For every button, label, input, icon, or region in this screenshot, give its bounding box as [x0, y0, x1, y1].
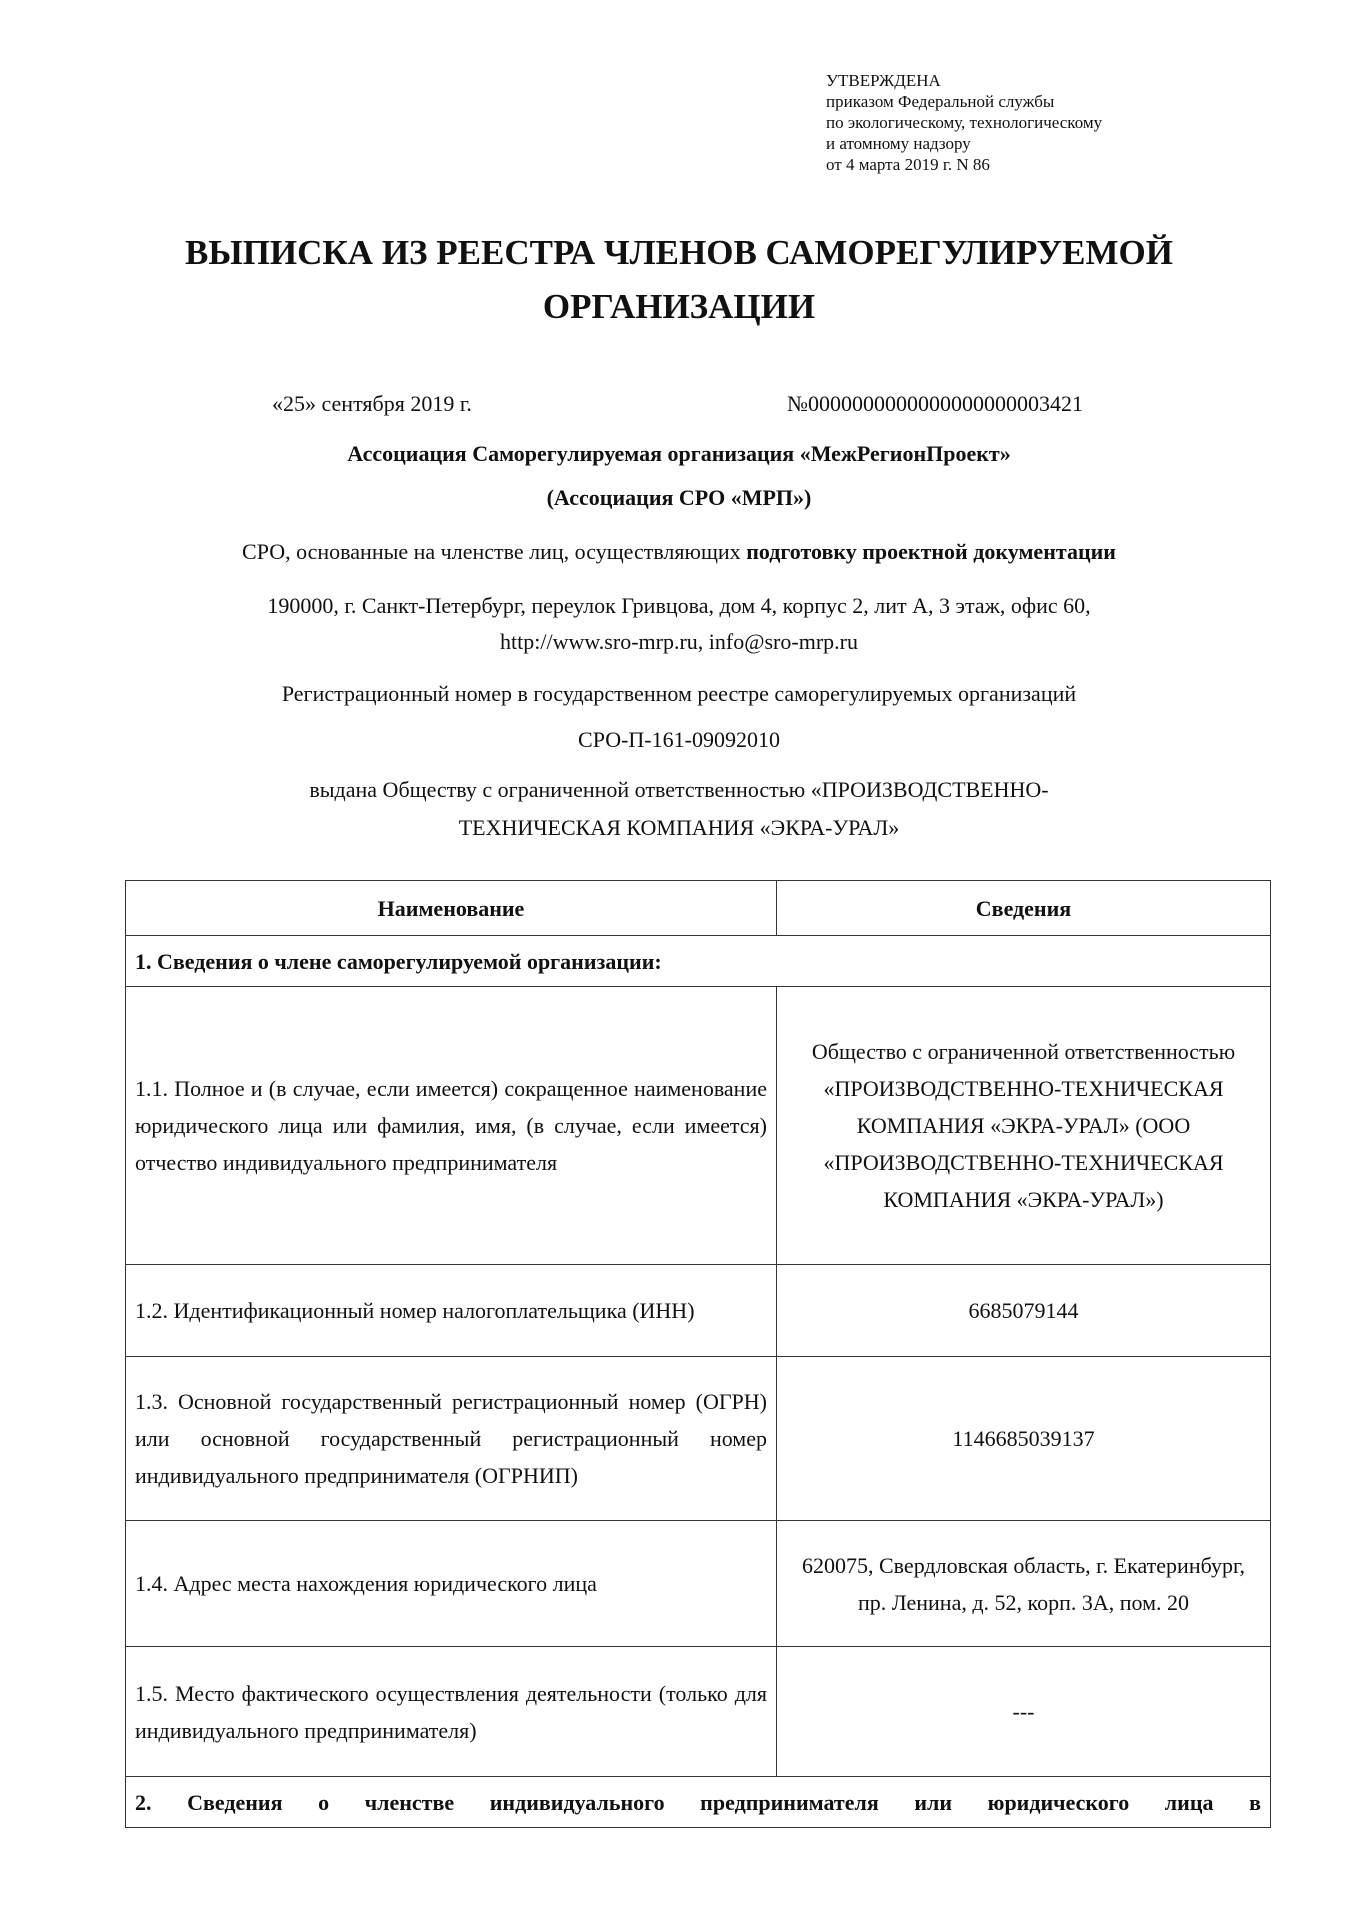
table-row [126, 1521, 1271, 1647]
table-row [126, 1357, 1271, 1521]
approval-stamp [826, 70, 1102, 175]
basis-activity: подготовку проектной документации [746, 539, 1116, 564]
stamp-line: и атомному надзору [826, 134, 971, 153]
document-number: №0000000000000000000003421 [787, 391, 1083, 416]
row-name: 1.1. Полное и (в случае, если имеется) сокращенное наименование юридического лица или фамилия, имя, (в случае, если имеется) отчество индивидуального предпринимателя [126, 987, 777, 1265]
title-line-2: ОРГАНИЗАЦИИ [542, 287, 816, 326]
title-line-1: ВЫПИСКА ИЗ РЕЕСТРА ЧЛЕНОВ САМОРЕГУЛИРУЕМОЙ [184, 233, 1173, 272]
issued-to-line-1: выдана Обществу с ограниченной ответственностью «ПРОИЗВОДСТВЕННО- [309, 777, 1049, 802]
row-name: 1.5. Место фактического осуществления деятельности (только для индивидуального предпринимателя) [126, 1647, 777, 1777]
section-2-title: 2. Сведения о членстве индивидуального предпринимателя или юридического лица в [126, 1777, 1271, 1828]
header-name: Наименование [126, 881, 777, 936]
stamp-line: УТВЕРЖДЕНА [826, 71, 941, 90]
section-row [126, 1777, 1271, 1828]
table-row [126, 1265, 1271, 1357]
organization-address: 190000, г. Санкт-Петербург, переулок Гривцова, дом 4, корпус 2, лит А, 3 этаж, офис 60, [267, 593, 1091, 618]
registration-number: СРО-П-161-09092010 [578, 727, 780, 752]
organization-short-name: (Ассоциация СРО «МРП») [546, 485, 812, 510]
issued-to-line-2: ТЕХНИЧЕСКАЯ КОМПАНИЯ «ЭКРА-УРАЛ» [458, 815, 900, 840]
row-name: 1.4. Адрес места нахождения юридического лица [126, 1521, 777, 1647]
row-value: 1146685039137 [777, 1357, 1271, 1521]
row-value: 6685079144 [777, 1265, 1271, 1357]
registration-label: Регистрационный номер в государственном реестре саморегулируемых организаций [281, 681, 1077, 706]
section-1-title: 1. Сведения о члене саморегулируемой организации: [126, 936, 1271, 987]
row-value: Общество с ограниченной ответственностью «ПРОИЗВОДСТВЕННО-ТЕХНИЧЕСКАЯ КОМПАНИЯ «ЭКРА-УРАЛ» (ООО «ПРОИЗВОДСТВЕННО-ТЕХНИЧЕСКАЯ КОМПАНИЯ «ЭКРА-УРАЛ») [777, 987, 1271, 1265]
table-row [126, 1647, 1271, 1777]
table-header-row [126, 881, 1271, 936]
organization-contacts: http://www.sro-mrp.ru, info@sro-mrp.ru [500, 629, 858, 654]
document-date: «25» сентября 2019 г. [272, 391, 472, 416]
stamp-line: от 4 марта 2019 г. N 86 [826, 155, 990, 174]
table-row [126, 987, 1271, 1265]
row-value: --- [777, 1647, 1271, 1777]
registry-table [125, 880, 1271, 1828]
organization-basis [0, 538, 1358, 566]
organization-full-name: Ассоциация Саморегулируемая организация «МежРегионПроект» [347, 441, 1011, 466]
stamp-line: приказом Федеральной службы [826, 92, 1055, 111]
row-name: 1.3. Основной государственный регистрационный номер (ОГРН) или основной государственный регистрационный номер индивидуального предпринимателя (ОГРНИП) [126, 1357, 777, 1521]
section-row [126, 936, 1271, 987]
basis-prefix: СРО, основанные на членстве лиц, осуществляющих [242, 539, 747, 564]
header-details: Сведения [777, 881, 1271, 936]
stamp-line: по экологическому, технологическому [826, 113, 1103, 132]
document-title [0, 226, 1358, 334]
row-value: 620075, Свердловская область, г. Екатеринбург, пр. Ленина, д. 52, корп. 3А, пом. 20 [777, 1521, 1271, 1647]
row-name: 1.2. Идентификационный номер налогоплательщика (ИНН) [126, 1265, 777, 1357]
